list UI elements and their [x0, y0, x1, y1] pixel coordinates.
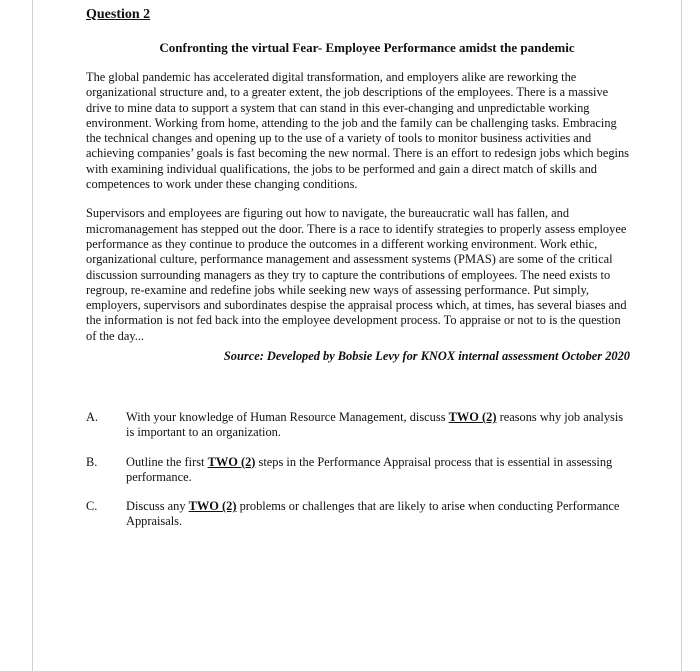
question-text-after: reasons why job analysis is important to an organization. — [126, 410, 624, 440]
question-list — [86, 410, 634, 530]
question-text-after: problems or challenges that are likely to arise when conducting Performance Appraisals. — [126, 499, 620, 529]
question-text-before: Discuss any — [126, 499, 189, 514]
body-paragraph-2: Supervisors and employees are figuring out how to navigate, the bureaucratic wall has fallen, and micromanagement has stepped out the door. There is a race to identify strategies to properly assess employee performance as they continue to produce the outcomes in a different working environment. Work ethic, organizational culture, performance management and assessment systems (PMAS) are some of the critical discussion surrounding managers as they try to capture the contributions of employees. The need exists to regroup, re-examine and redefine jobs while seeking new ways of assessing performance. Put simply, employers, supervisors and subordinates despise the appraisal process which, at times, has several biases and the information is not fed back into the employee development process. To appraise or not to is the question of the day... — [86, 206, 627, 343]
question-heading: Question 2 — [86, 7, 151, 22]
body-paragraph-1: The global pandemic has accelerated digital transformation, and employers alike are reworking the organizational structure and, to a greater extent, the job descriptions of the employees. There is a massive drive to mine data to support a system that can stand in this ever-changing and unpredictable working environment. Working from home, attending to the job and the family can be challenging tasks. Embracing the technical changes and opening up to the use of a variety of tools to monitor business activities and achieving companies’ goals is fast becoming the new normal. There is an effort to redesign jobs which begins with examining individual qualifications, the jobs to be performed and gain a direct match of skills and competences to work under these changing conditions. — [86, 70, 629, 192]
question-highlight: TWO (2) — [448, 410, 497, 424]
question-letter: B. — [86, 454, 98, 469]
question-letter: C. — [86, 499, 98, 514]
question-text-before: With your knowledge of Human Resource Management, discuss — [126, 410, 449, 424]
question-letter: A. — [86, 410, 99, 424]
source-citation: Source: Developed by Bobsie Levy for KNOX internal assessment October 2020 — [223, 349, 630, 364]
page-frame-left-border — [32, 0, 33, 671]
question-item-a — [86, 410, 634, 441]
question-item-b — [86, 455, 634, 486]
question-highlight: TWO (2) — [188, 499, 237, 514]
question-text-before: Outline the first — [126, 454, 208, 469]
document-page — [86, 6, 634, 364]
document-title: Confronting the virtual Fear- Employee Performance amidst the pandemic — [159, 40, 575, 55]
question-text-after: steps in the Performance Appraisal process that is essential in assessing performance. — [126, 454, 613, 484]
question-highlight: TWO (2) — [207, 454, 256, 469]
page-frame-right-border — [681, 0, 682, 671]
question-item-c — [86, 499, 634, 530]
